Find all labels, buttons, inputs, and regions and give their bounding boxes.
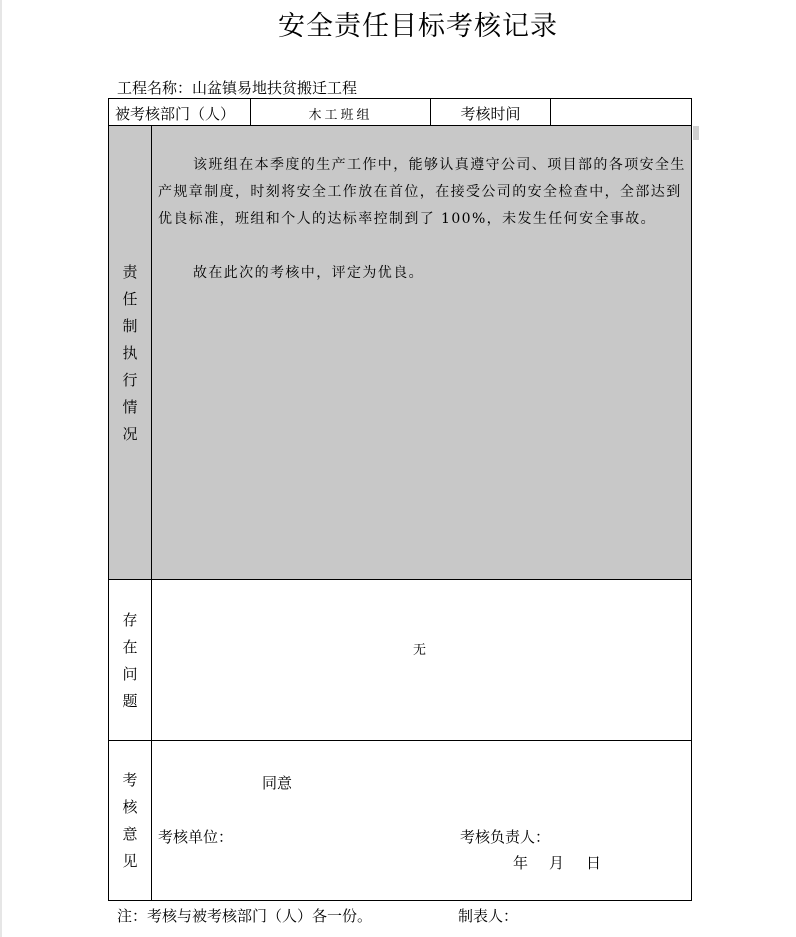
header-divider-3 <box>550 98 551 126</box>
issues-label-char: 问 <box>122 665 138 683</box>
opinion-label <box>109 767 151 875</box>
issues-label <box>109 607 151 715</box>
opinion-label-char: 见 <box>122 852 138 870</box>
project-line <box>117 77 357 98</box>
dept-value: 木工班组 <box>308 108 373 123</box>
label-column-divider <box>151 126 152 901</box>
opinion-label-char: 考 <box>122 771 138 789</box>
document-title: 安全责任目标考核记录 <box>278 11 558 42</box>
responsibility-paragraph-1: 该班组在本季度的生产工作中，能够认真遵守公司、项目部的各项安全生产规章制度，时刻将安全工作放在首位，在接受公司的安全检查中，全部达到优良标准，班组和个人的达标率控制到了 100%，未发生任何安全事故。 <box>158 157 686 227</box>
date-year: 年 <box>513 854 529 872</box>
project-name: 山盆镇易地扶贫搬迁工程 <box>192 79 358 97</box>
responsibility-paragraph-2: 故在此次的考核中，评定为优良。 <box>193 265 424 281</box>
footer-maker-label: 制表人： <box>458 907 519 925</box>
table-rule-responsibility <box>108 579 692 580</box>
assessment-unit-label: 考核单位： <box>158 828 234 846</box>
table-border-top <box>108 98 692 99</box>
responsibility-label-char: 行 <box>122 371 138 389</box>
table-rule-issues <box>108 740 692 741</box>
responsibility-label <box>109 259 151 448</box>
page-left-edge <box>0 0 2 937</box>
responsibility-label-char: 制 <box>122 317 138 335</box>
responsibility-label-char: 任 <box>122 290 138 308</box>
scroll-indicator <box>693 126 699 140</box>
responsibility-label-char: 责 <box>122 263 138 281</box>
opinion-text: 同意 <box>262 774 293 792</box>
responsibility-label-char: 情 <box>122 398 138 416</box>
dept-label: 被考核部门（人） <box>115 105 236 123</box>
time-label: 考核时间 <box>460 105 521 123</box>
project-label: 工程名称： <box>117 79 193 97</box>
date-month: 月 <box>549 854 565 872</box>
opinion-label-char: 核 <box>122 798 138 816</box>
table-rule-header <box>108 125 692 126</box>
responsibility-label-char: 执 <box>122 344 138 362</box>
issues-content: 无 <box>413 643 427 658</box>
issues-label-char: 在 <box>122 638 138 656</box>
issues-label-char: 题 <box>122 692 138 710</box>
footer-note: 注：考核与被考核部门（人）各一份。 <box>117 907 373 925</box>
responsibility-label-char: 况 <box>122 425 138 443</box>
opinion-label-char: 意 <box>122 825 138 843</box>
assessment-person-label: 考核负责人： <box>460 828 551 846</box>
table-border-right <box>691 98 692 901</box>
date-day: 日 <box>586 854 602 872</box>
issues-label-char: 存 <box>122 611 138 629</box>
table-border-bottom <box>108 900 692 901</box>
assessment-table <box>108 98 692 901</box>
